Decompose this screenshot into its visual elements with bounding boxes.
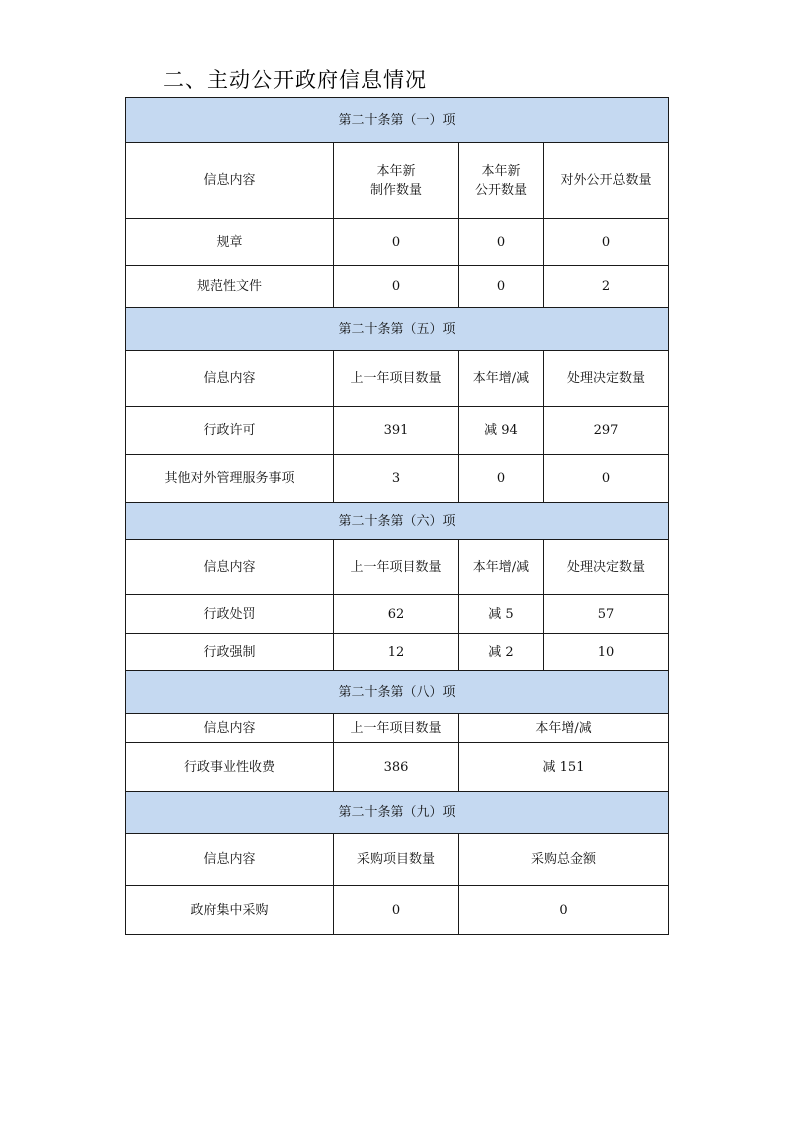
section-title: 第二十条第（一）项 bbox=[126, 98, 669, 143]
header-purchase-count: 采购项目数量 bbox=[334, 834, 459, 886]
row-decided: 57 bbox=[544, 595, 669, 634]
section-title: 第二十条第（九）项 bbox=[126, 792, 669, 834]
section-header-row bbox=[126, 503, 669, 540]
header-prev-count: 上一年项目数量 bbox=[334, 351, 459, 407]
row-name: 规章 bbox=[126, 219, 334, 266]
header-change: 本年增/减 bbox=[459, 714, 669, 743]
row-prev: 62 bbox=[334, 595, 459, 634]
section-header-row bbox=[126, 98, 669, 143]
column-header-row bbox=[126, 143, 669, 219]
header-content: 信息内容 bbox=[126, 351, 334, 407]
column-header-row bbox=[126, 540, 669, 595]
row-made: 0 bbox=[334, 266, 459, 308]
section-header-row bbox=[126, 792, 669, 834]
row-published: 0 bbox=[459, 219, 544, 266]
header-decided: 处理决定数量 bbox=[544, 351, 669, 407]
section-title: 第二十条第（六）项 bbox=[126, 503, 669, 540]
row-name: 行政事业性收费 bbox=[126, 743, 334, 792]
row-name: 行政许可 bbox=[126, 407, 334, 455]
row-change: 0 bbox=[459, 455, 544, 503]
header-content: 信息内容 bbox=[126, 834, 334, 886]
row-total: 2 bbox=[544, 266, 669, 308]
header-total: 对外公开总数量 bbox=[544, 143, 669, 219]
column-header-row bbox=[126, 834, 669, 886]
section-title: 第二十条第（五）项 bbox=[126, 308, 669, 351]
row-prev: 386 bbox=[334, 743, 459, 792]
row-change: 减 94 bbox=[459, 407, 544, 455]
row-change: 减 5 bbox=[459, 595, 544, 634]
header-content: 信息内容 bbox=[126, 540, 334, 595]
header-new-made: 本年新 制作数量 bbox=[334, 143, 459, 219]
row-name: 行政强制 bbox=[126, 634, 334, 671]
row-amount: 0 bbox=[459, 886, 669, 935]
row-total: 0 bbox=[544, 219, 669, 266]
table-row bbox=[126, 455, 669, 503]
row-prev: 3 bbox=[334, 455, 459, 503]
header-prev-count: 上一年项目数量 bbox=[334, 540, 459, 595]
section-header-row bbox=[126, 308, 669, 351]
header-change: 本年增/减 bbox=[459, 540, 544, 595]
table-row bbox=[126, 634, 669, 671]
table-row bbox=[126, 407, 669, 455]
disclosure-table bbox=[125, 97, 669, 935]
row-prev: 12 bbox=[334, 634, 459, 671]
header-decided: 处理决定数量 bbox=[544, 540, 669, 595]
header-change: 本年增/减 bbox=[459, 351, 544, 407]
row-made: 0 bbox=[334, 219, 459, 266]
row-name: 行政处罚 bbox=[126, 595, 334, 634]
column-header-row bbox=[126, 714, 669, 743]
table-row bbox=[126, 886, 669, 935]
row-change: 减 151 bbox=[459, 743, 669, 792]
row-decided: 0 bbox=[544, 455, 669, 503]
header-content: 信息内容 bbox=[126, 143, 334, 219]
header-new-public: 本年新 公开数量 bbox=[459, 143, 544, 219]
table-row bbox=[126, 266, 669, 308]
row-change: 减 2 bbox=[459, 634, 544, 671]
header-purchase-amount: 采购总金额 bbox=[459, 834, 669, 886]
row-decided: 10 bbox=[544, 634, 669, 671]
row-name: 规范性文件 bbox=[126, 266, 334, 308]
table-row bbox=[126, 743, 669, 792]
table-row bbox=[126, 219, 669, 266]
row-name: 其他对外管理服务事项 bbox=[126, 455, 334, 503]
section-header-row bbox=[126, 671, 669, 714]
row-decided: 297 bbox=[544, 407, 669, 455]
row-count: 0 bbox=[334, 886, 459, 935]
header-prev-count: 上一年项目数量 bbox=[334, 714, 459, 743]
row-prev: 391 bbox=[334, 407, 459, 455]
column-header-row bbox=[126, 351, 669, 407]
table-row bbox=[126, 595, 669, 634]
section-title: 第二十条第（八）项 bbox=[126, 671, 669, 714]
page-title: 二、主动公开政府信息情况 bbox=[163, 68, 427, 92]
row-name: 政府集中采购 bbox=[126, 886, 334, 935]
row-published: 0 bbox=[459, 266, 544, 308]
header-content: 信息内容 bbox=[126, 714, 334, 743]
